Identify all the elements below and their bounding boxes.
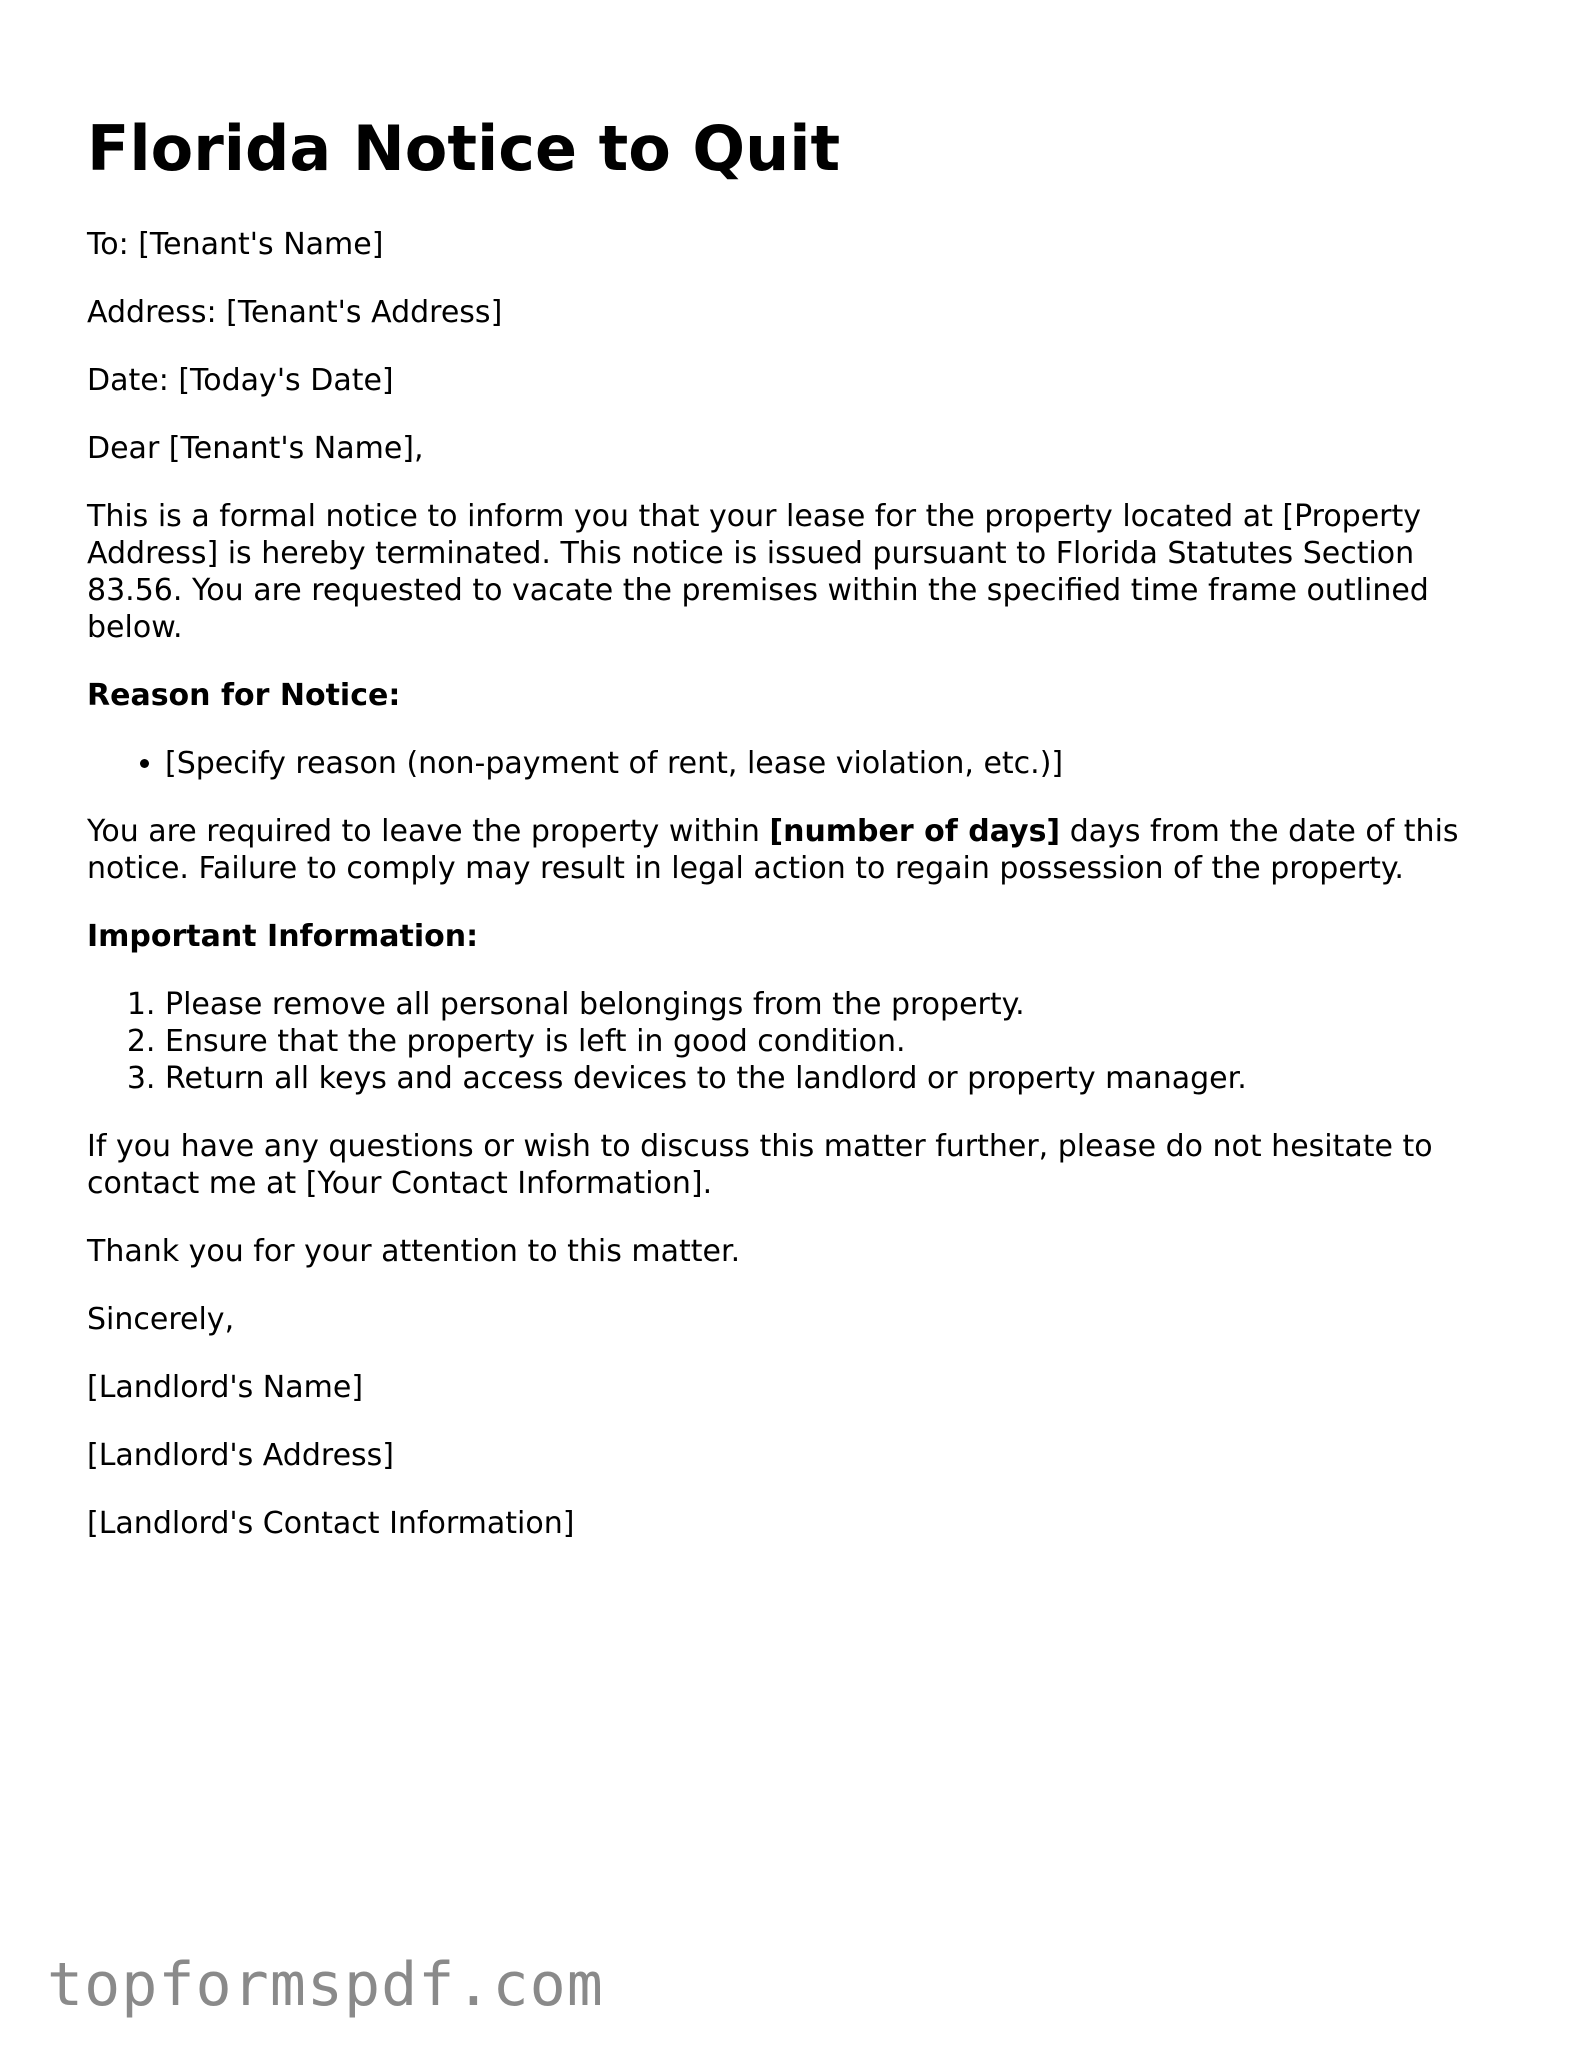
requirement-text-before: You are required to leave the property within bbox=[87, 814, 770, 849]
reason-item: • [Specify reason (non-payment of rent, lease violation, etc.)] bbox=[165, 745, 1507, 782]
number-of-days-placeholder: [number of days] bbox=[769, 814, 1061, 849]
landlord-name: [Landlord's Name] bbox=[87, 1370, 364, 1405]
landlord-contact: [Landlord's Contact Information] bbox=[87, 1506, 575, 1541]
important-heading: Important Information: bbox=[87, 919, 479, 954]
thanks-line: Thank you for your attention to this matter. bbox=[87, 1234, 741, 1269]
date-line: Date: [Today's Date] bbox=[87, 363, 394, 398]
important-item: 1. Please remove all personal belongings from the property. bbox=[165, 986, 1507, 1023]
reason-list bbox=[87, 745, 1507, 782]
watermark-text: topformspdf.com bbox=[47, 1950, 604, 2020]
contact-paragraph: If you have any questions or wish to discuss this matter further, please do not hesitate to contact me at [Your Contact Information]. bbox=[87, 1129, 1433, 1201]
important-list bbox=[87, 986, 1507, 1097]
document-body bbox=[87, 226, 1507, 1573]
document-title: Florida Notice to Quit bbox=[87, 112, 841, 185]
to-line: To: [Tenant's Name] bbox=[87, 227, 384, 262]
important-item: 3. Return all keys and access devices to the landlord or property manager. bbox=[165, 1060, 1507, 1097]
intro-paragraph: This is a formal notice to inform you that your lease for the property located at [Property Address] is hereby terminated. This notice is issued pursuant to Florida Statutes Section 83.56. You are requested to vacate the premises within the specified time frame outlined below. bbox=[87, 499, 1429, 645]
requirement-paragraph bbox=[87, 813, 1507, 887]
closing: Sincerely, bbox=[87, 1302, 235, 1337]
requirement-text-after: days from the date of this notice. Failure to comply may result in legal action to regain possession of the property. bbox=[87, 814, 1459, 886]
landlord-address: [Landlord's Address] bbox=[87, 1438, 394, 1473]
salutation: Dear [Tenant's Name], bbox=[87, 431, 424, 466]
important-item: 2. Ensure that the property is left in good condition. bbox=[165, 1023, 1507, 1060]
address-line: Address: [Tenant's Address] bbox=[87, 295, 503, 330]
reason-heading: Reason for Notice: bbox=[87, 678, 401, 713]
